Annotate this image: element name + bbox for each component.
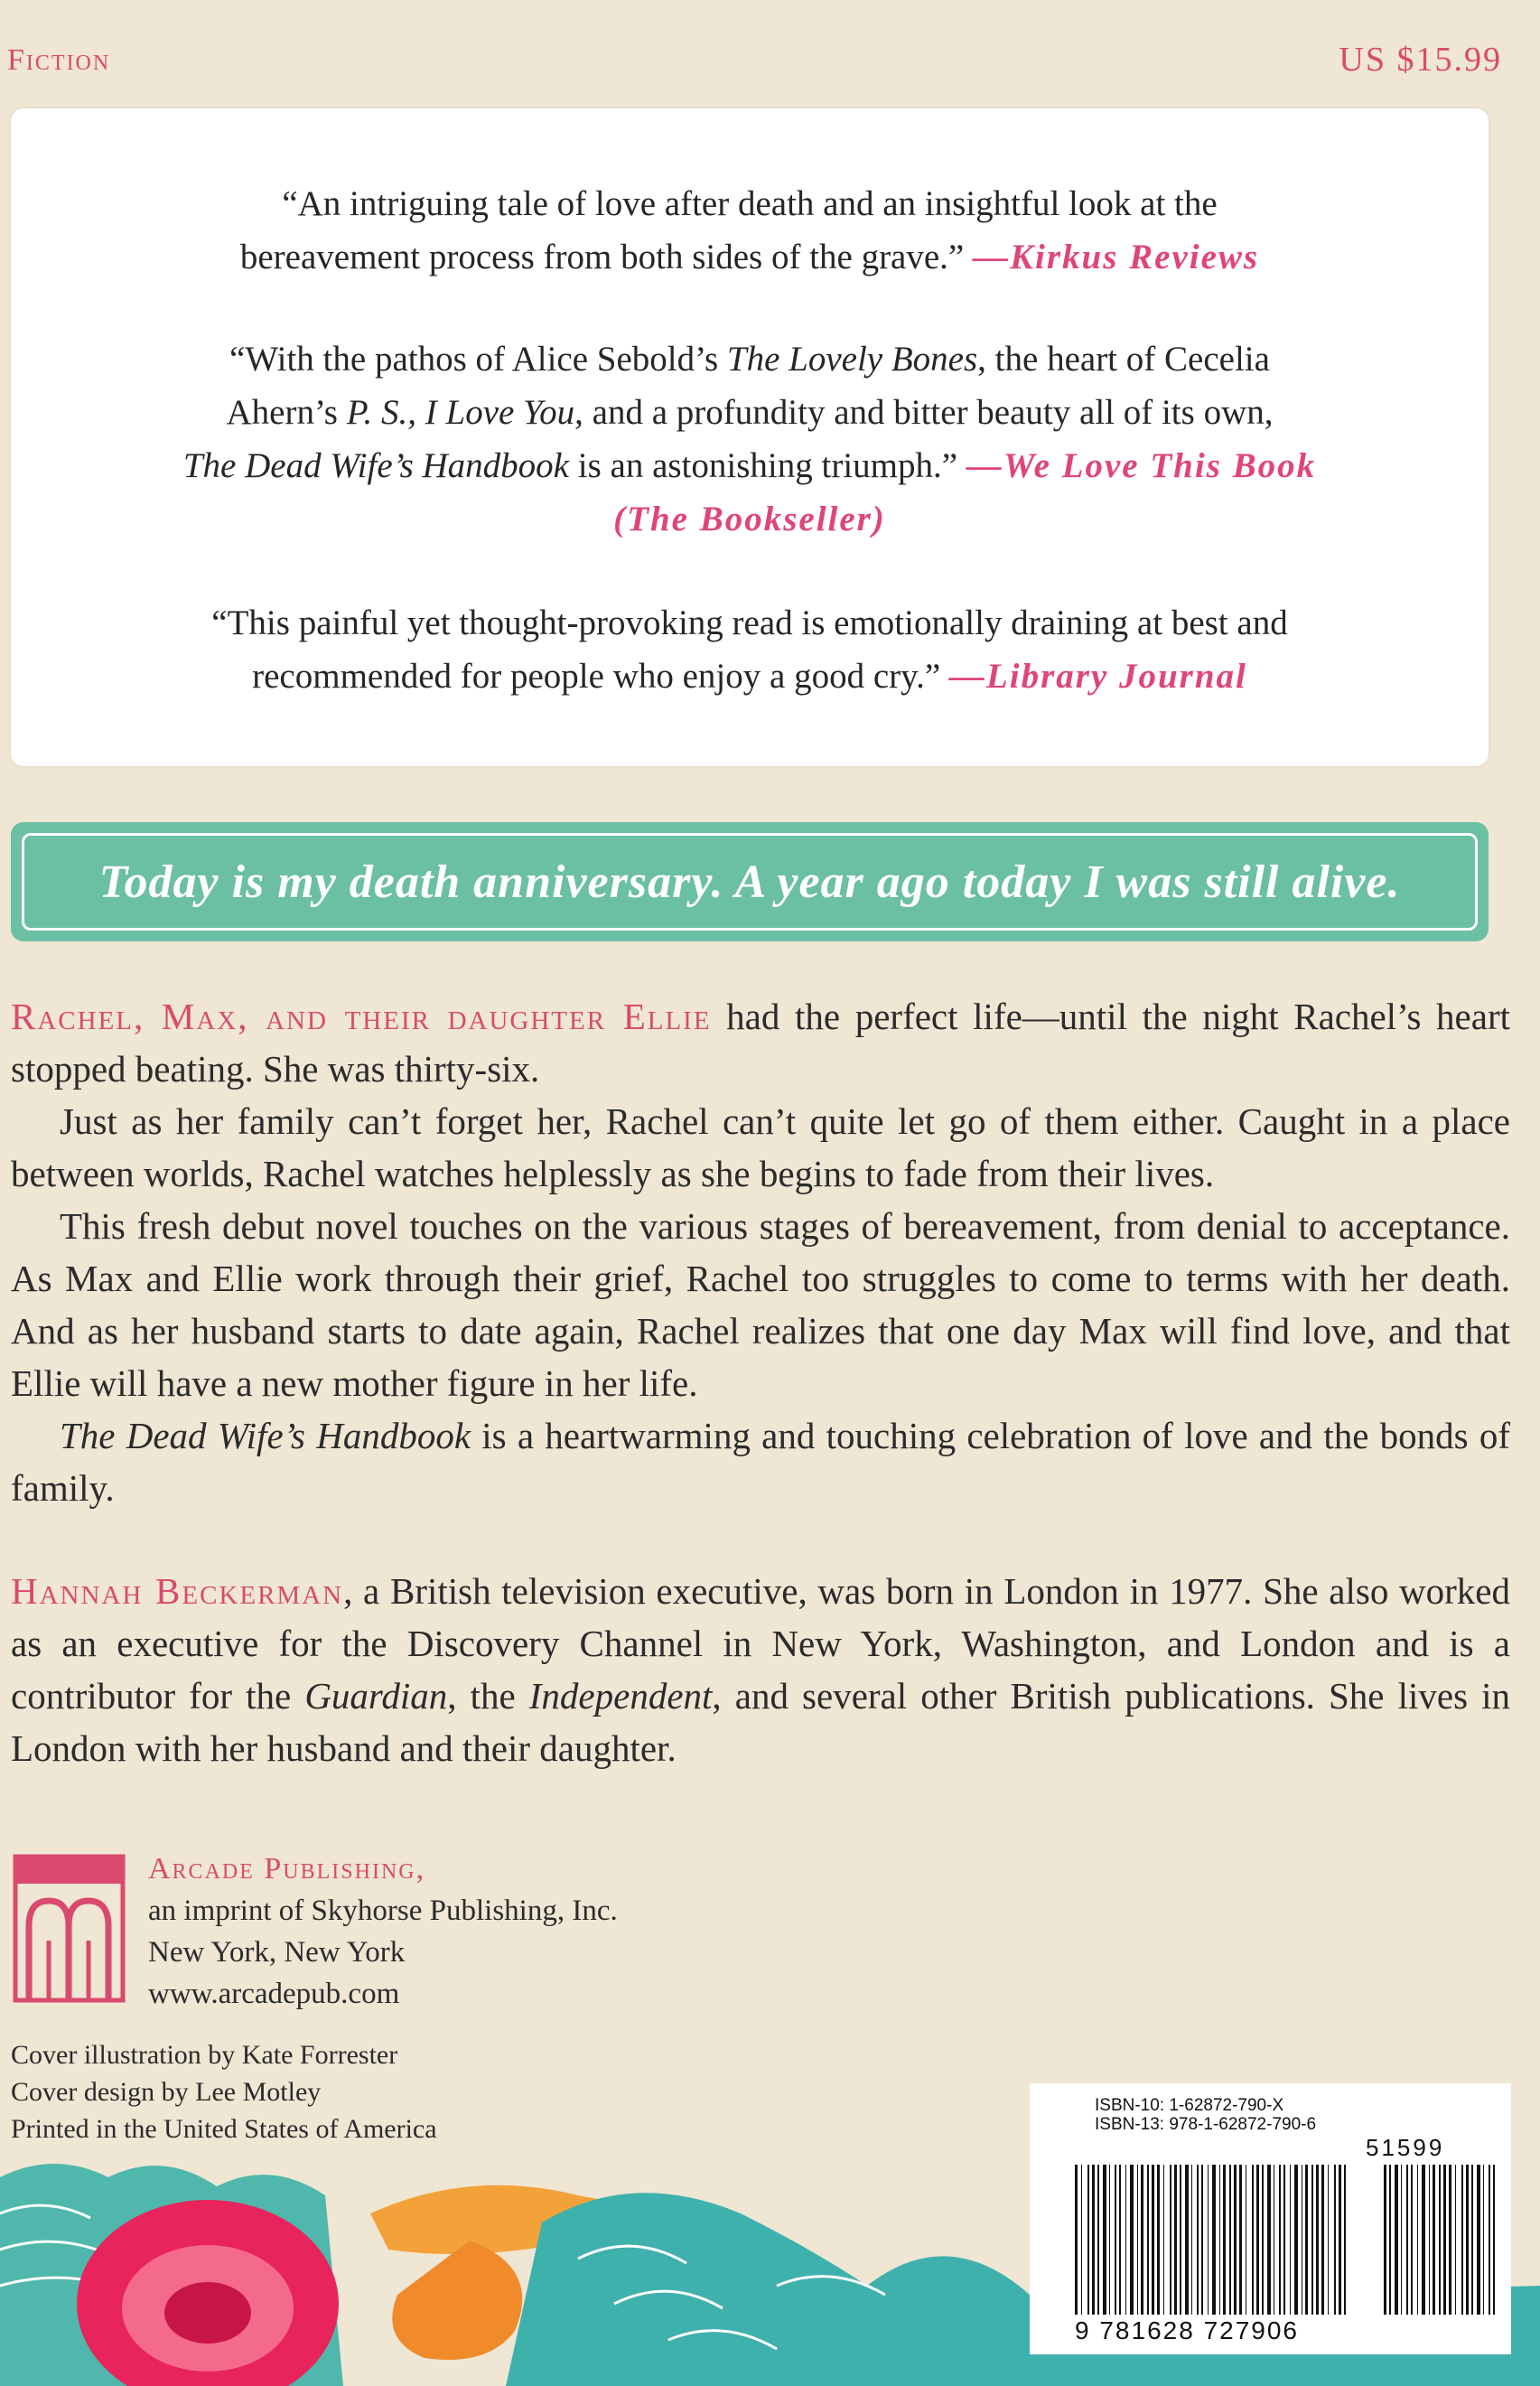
barcode-bars (1075, 2165, 1499, 2315)
tagline-text: Today is my death anniversary. A year ago today I was still alive. (98, 856, 1401, 908)
review-source: —Kirkus Reviews (973, 238, 1260, 276)
review-kirkus (11, 177, 1489, 284)
book-title: The Dead Wife’s Handbook (182, 446, 569, 485)
publication-name: Guardian (304, 1675, 448, 1717)
book-title: The Dead Wife’s Handbook (60, 1415, 471, 1456)
publisher-url: www.arcadepub.com (148, 1978, 400, 2010)
arcade-logo-icon (13, 1854, 126, 2003)
publisher-info (148, 1848, 618, 2015)
description-paragraph (11, 1409, 1510, 1514)
review-text: “This painful yet thought-provoking read is emotionally draining at best and (211, 604, 1288, 642)
tagline-frame (22, 833, 1478, 931)
review-text: recommended for people who enjoy a good cry.” (252, 657, 941, 696)
review-source: —Library Journal (948, 657, 1247, 696)
price-code: 51599 (1366, 2134, 1445, 2161)
review-text: , and a profundity and bitter beauty all of its own, (574, 393, 1274, 432)
review-text: bereavement process from both sides of the grave.” (239, 238, 965, 276)
credit-line: Printed in the United States of America (11, 2114, 437, 2144)
review-text: “An intriguing tale of love after death and an insightful look at the (282, 184, 1218, 223)
book-title: The Lovely Bones (726, 340, 978, 379)
isbn-13: ISBN-13: 978-1-62872-790-6 (1095, 2115, 1317, 2134)
publisher-imprint: an imprint of Skyhorse Publishing, Inc. (148, 1895, 618, 1927)
review-source: —We Love This Book (966, 446, 1317, 485)
description-paragraph: This fresh debut novel touches on the various stages of bereavement, from denial to acceptance. As Max and Ellie work through their grief, Rachel too struggles to come to terms with her death. And as her husband starts to date again, Rachel realizes that one day Max will find love, and that Ellie will have a new mother figure in her life. (11, 1205, 1510, 1404)
bio-text: , a British television executive, was born in London in 1977. She also worked as an executive for the Discovery Channel in New York, Washington, and London and is a contributor for the (11, 1570, 1511, 1717)
description-text: had the perfect life—until the night Rachel’s heart stopped beating. She was thirty-six. (11, 996, 1510, 1090)
publication-name: Independent (528, 1675, 713, 1717)
review-box (11, 108, 1489, 766)
genre-label: Fiction (7, 43, 111, 77)
credit-line: Cover design by Lee Motley (11, 2077, 322, 2107)
book-description (11, 990, 1510, 1514)
tagline-banner (11, 822, 1489, 941)
review-text: is an astonishing triumph.” (569, 446, 958, 485)
description-paragraph: Just as her family can’t forget her, Rachel can’t quite let go of them either. Caught in a place between worlds, Rachel watches helplessly as she begins to fade from their lives. (11, 1100, 1510, 1194)
review-library-journal (11, 596, 1489, 703)
book-title: P. S., I Love You (346, 393, 575, 432)
bio-text: , the (447, 1675, 529, 1717)
isbn-barcode (1030, 2083, 1511, 2354)
review-source: (The Bookseller) (613, 500, 886, 538)
isbn-10: ISBN-10: 1-62872-790-X (1095, 2096, 1284, 2115)
credit-line: Cover illustration by Kate Forrester (11, 2040, 398, 2070)
author-bio (11, 1565, 1510, 1774)
publisher-location: New York, New York (148, 1936, 406, 1969)
description-text: is a heartwarming and touching celebration of love and the bonds of family. (11, 1415, 1510, 1509)
bio-text: , and several other British publications. She lives in London with her husband and their daughter. (11, 1675, 1510, 1769)
review-text: “With the pathos of Alice Sebold’s (229, 340, 727, 379)
review-text: , the heart of Cecelia (977, 340, 1270, 379)
description-lead: Rachel, Max, and their daughter Ellie (11, 996, 712, 1037)
price-label: US $15.99 (1339, 41, 1502, 79)
publisher-name: Arcade Publishing, (148, 1852, 426, 1885)
isbn-digits: 9 781628 727906 (1075, 2316, 1299, 2344)
review-we-love-this-book (11, 332, 1489, 546)
description-paragraph (11, 990, 1510, 1095)
review-text: Ahern’s (226, 393, 347, 432)
author-name: Hannah Beckerman (11, 1570, 344, 1612)
